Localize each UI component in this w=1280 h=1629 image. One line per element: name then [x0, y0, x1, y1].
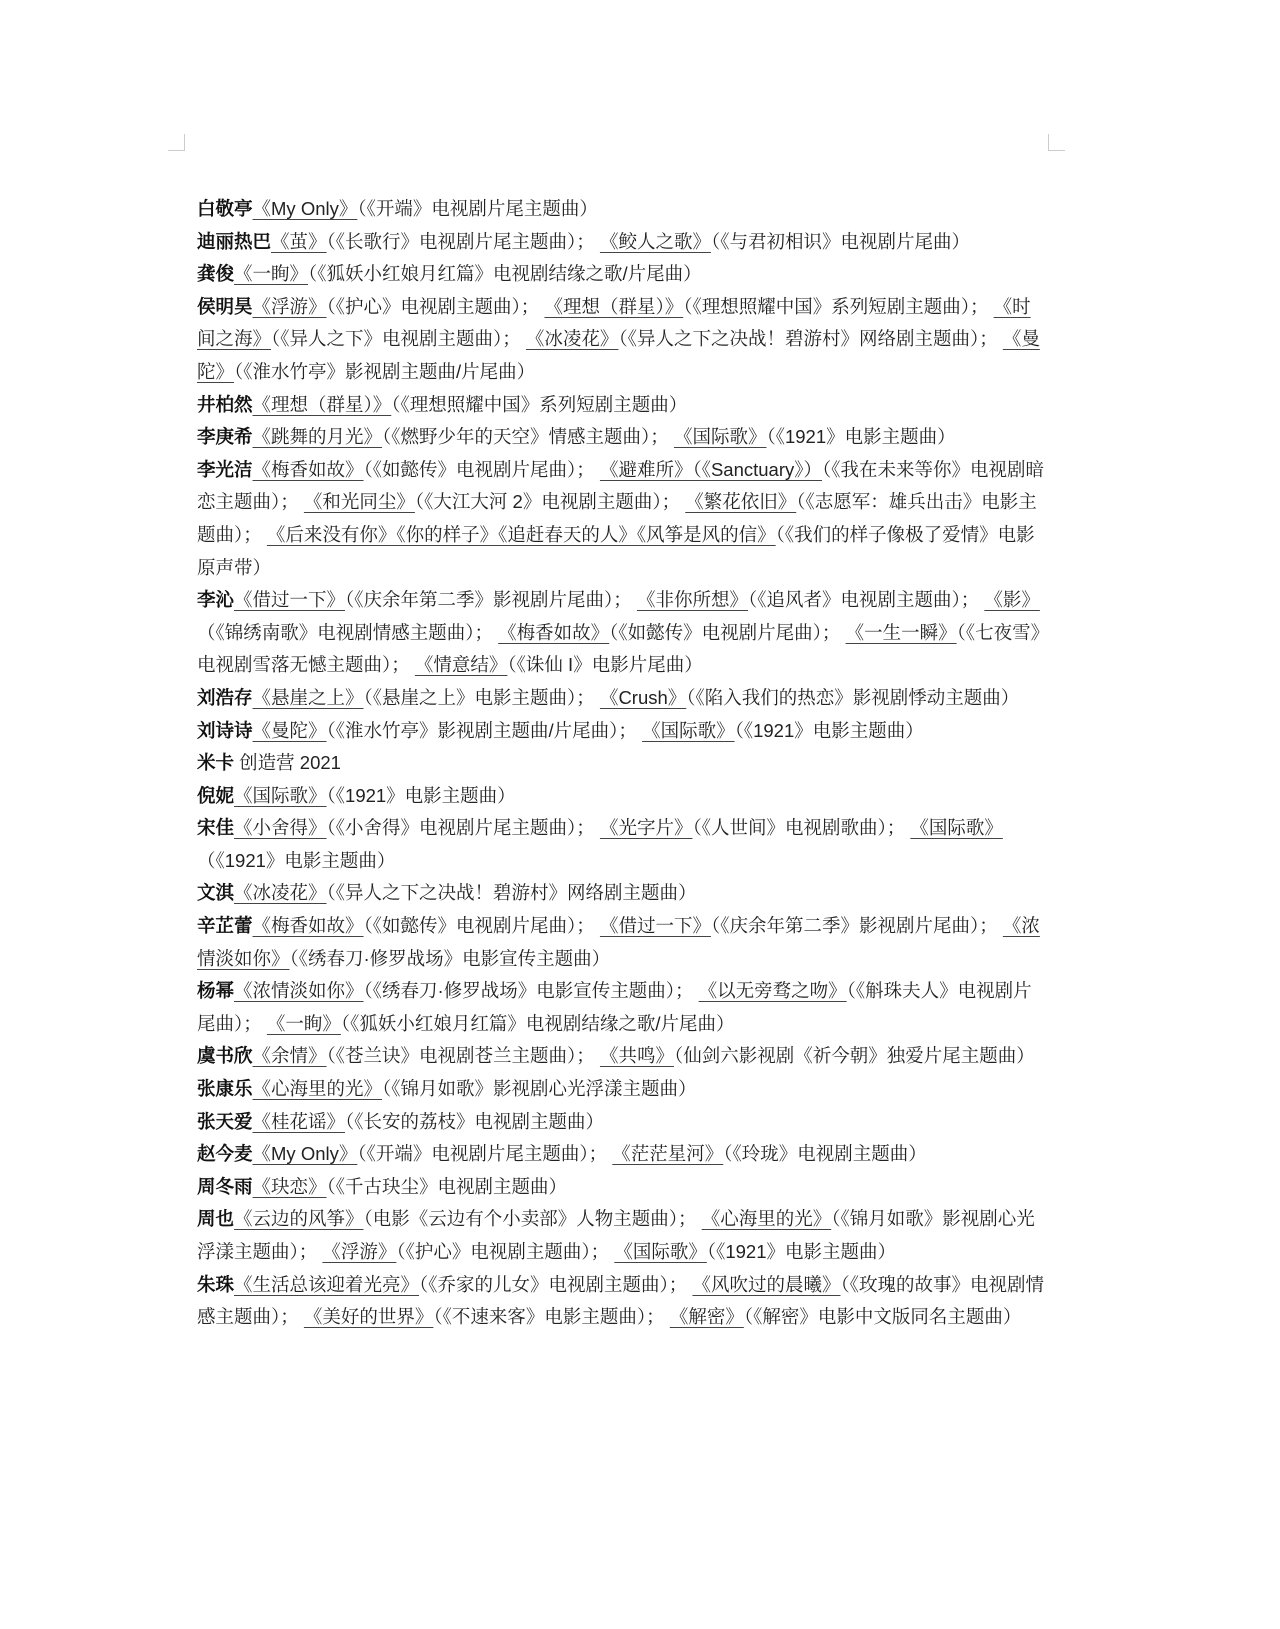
artist-entry — [197, 584, 1047, 682]
song-note: （《淮水竹亭》影视剧主题曲/片尾曲） — [234, 360, 536, 382]
artist-entry — [197, 682, 1047, 715]
song-note: （《诛仙 I》电影片尾曲） — [507, 654, 703, 676]
song-note: （《1921》电影主题曲） — [766, 426, 956, 448]
artist-name: 李庚希 — [197, 426, 253, 448]
song-title: 《冰凌花》 — [234, 882, 327, 904]
song-note: （《千古玦尘》电视剧主题曲） — [326, 1175, 568, 1197]
artist-entry — [197, 780, 1047, 813]
song-title: 《浓情淡如你》 — [234, 980, 364, 1002]
artist-entry — [197, 910, 1047, 975]
song-title: 《影》 — [984, 589, 1040, 611]
song-note: （《追风者》电视剧主题曲）； — [747, 589, 985, 611]
page-corner-mark-right — [1048, 134, 1065, 151]
song-title: 《美好的世界》 — [303, 1306, 434, 1328]
song-note: （《燃野少年的天空》情感主题曲）； — [382, 426, 674, 448]
artist-name: 米卡 — [197, 752, 235, 774]
song-note: （《狐妖小红娘月红篇》电视剧结缘之歌/片尾曲） — [308, 263, 702, 285]
artist-entry — [197, 1269, 1047, 1334]
song-note: （《悬崖之上》电影主题曲）； — [363, 686, 600, 708]
artist-entry — [197, 193, 1047, 226]
song-note: （《理想照耀中国》系列短剧主题曲） — [391, 393, 688, 415]
artist-entry — [197, 877, 1047, 910]
song-title: 《国际歌》 — [234, 784, 327, 806]
song-title: 《时间之海》 — [197, 295, 1031, 350]
artist-entry — [197, 1171, 1047, 1204]
song-note: （《庆余年第二季》影视剧片尾曲）； — [710, 915, 1003, 937]
song-note: （《志愿军：雄兵出击》电影主题曲）； — [197, 491, 1037, 545]
artist-name: 井柏然 — [197, 393, 253, 415]
song-note: （《绣春刀·修罗战场》电影宣传主题曲）； — [363, 980, 699, 1002]
artist-entry — [197, 421, 1047, 454]
artist-name: 李光洁 — [197, 458, 253, 480]
artist-name: 侯明昊 — [197, 295, 253, 317]
artist-name: 辛芷蕾 — [197, 915, 253, 937]
song-note: （《我在未来等你》电视剧暗恋主题曲）； — [197, 458, 1044, 513]
song-note: （《乔家的儿女》电视剧主题曲）； — [419, 1273, 693, 1295]
song-title: 《桂花谣》 — [252, 1110, 346, 1132]
song-title: 《情意结》 — [414, 654, 508, 676]
song-title: 《以无旁骛之吻》 — [698, 980, 847, 1002]
song-note: （《异人之下之决战！碧游村》网络剧主题曲）； — [618, 328, 1003, 350]
artist-name: 虞书欣 — [197, 1045, 253, 1067]
artist-name: 迪丽热巴 — [197, 230, 272, 252]
artist-name: 刘浩存 — [197, 686, 253, 708]
page-corner-mark-left — [168, 134, 185, 151]
song-title: 《梅香如故》 — [252, 458, 364, 480]
song-note: （《1921》电影主题曲） — [326, 784, 516, 806]
artist-entry — [197, 747, 1047, 780]
song-note: （《理想照耀中国》系列短剧主题曲）； — [683, 295, 994, 317]
song-note: （《玲珑》电视剧主题曲） — [723, 1143, 927, 1165]
song-title: 《理想（群星）》 — [252, 393, 392, 415]
song-title: 《国际歌》 — [642, 719, 735, 741]
song-note: （《大江大河 2》电视剧主题曲）； — [414, 491, 686, 513]
artist-name: 周也 — [197, 1208, 235, 1230]
song-title: 《国际歌》 — [673, 426, 767, 448]
song-title: 《浮游》 — [252, 295, 327, 317]
song-note: （《如懿传》电视剧片尾曲）； — [363, 458, 600, 480]
artist-name: 周冬雨 — [197, 1175, 253, 1197]
song-title: 《小舍得》 — [234, 817, 327, 839]
song-title: 《理想（群星）》 — [544, 295, 684, 317]
song-title: 《借过一下》 — [599, 915, 711, 937]
song-title: 《余情》 — [252, 1045, 327, 1067]
artist-entry — [197, 812, 1047, 877]
song-title: 《云边的风筝》 — [234, 1208, 364, 1230]
song-title: 《My Only》 — [252, 198, 358, 219]
song-title: 《和光同尘》 — [303, 491, 415, 513]
song-note: （《七夜雪》电视剧雪落无憾主题曲）； — [197, 621, 1040, 676]
song-note: （电影《云边有个小卖部》人物主题曲）； — [363, 1208, 702, 1230]
artist-name: 张康乐 — [197, 1078, 253, 1100]
artist-entry — [197, 226, 1047, 259]
song-title: 《曼陀》 — [252, 719, 327, 741]
artist-name: 朱珠 — [197, 1273, 235, 1295]
song-title: 《国际歌》 — [910, 817, 1003, 839]
song-note: （《异人之下之决战！碧游村》网络剧主题曲） — [326, 882, 697, 904]
song-note: （《人世间》电视剧歌曲）； — [692, 817, 911, 839]
song-title: 《一眴》 — [234, 263, 309, 285]
artist-name: 龚俊 — [197, 263, 235, 285]
song-note: （《绣春刀·修罗战场》电影宣传主题曲） — [289, 947, 611, 969]
artist-entry — [197, 291, 1047, 389]
artist-entry — [197, 715, 1047, 748]
song-note: （《异人之下》电视剧主题曲）； — [271, 328, 526, 350]
artist-name: 刘诗诗 — [197, 719, 253, 741]
song-title: 《浮游》 — [322, 1241, 397, 1262]
song-note: （《我们的样子像极了爱情》电影原声带） — [197, 523, 1035, 578]
artist-entry — [197, 258, 1047, 291]
song-title: 《梅香如故》 — [252, 915, 364, 937]
artist-entry — [197, 1073, 1047, 1106]
song-title: 《心海里的光》 — [252, 1078, 383, 1100]
artist-entry — [197, 1203, 1047, 1268]
song-title: 《一生一瞬》 — [845, 621, 957, 643]
song-title: 《共鸣》 — [599, 1045, 674, 1067]
song-title: 《曼陀》 — [197, 328, 1040, 382]
song-note: （《1921》电影主题曲） — [734, 719, 924, 741]
song-title: 《悬崖之上》 — [252, 686, 364, 708]
song-title: 《跳舞的月光》 — [252, 426, 383, 448]
song-title: 《借过一下》 — [234, 589, 346, 611]
document-body — [197, 193, 1047, 1334]
song-note: （《陷入我们的热恋》影视剧悸动主题曲） — [686, 686, 1020, 708]
song-title: 《繁花依旧》 — [685, 491, 797, 513]
artist-name: 杨幂 — [197, 980, 235, 1002]
song-note: （《与君初相识》电视剧片尾曲） — [710, 230, 970, 252]
song-note: （《1921》电影主题曲） — [197, 849, 396, 871]
song-title: 《避难所》（《Sanctuary》） — [599, 458, 822, 480]
artist-entry — [197, 389, 1047, 422]
artist-name: 白敬亭 — [197, 198, 253, 219]
song-note: （《开端》电视剧片尾主题曲）； — [357, 1143, 613, 1165]
song-title: 《茧》 — [271, 230, 327, 252]
song-note: （《锦月如歌》影视剧心光浮漾主题曲）； — [197, 1208, 1035, 1262]
song-note: （《苍兰诀》电视剧苍兰主题曲）； — [326, 1045, 600, 1067]
song-title: 《冰凌花》 — [525, 328, 619, 350]
artist-name: 倪妮 — [197, 784, 235, 806]
artist-entry — [197, 975, 1047, 1040]
song-note: （《斛珠夫人》电视剧片尾曲）； — [197, 980, 1032, 1034]
song-note: （仙剑六影视剧《祈今朝》独爱片尾主题曲） — [673, 1045, 1035, 1067]
song-note: （《小舍得》电视剧片尾主题曲）； — [326, 817, 600, 839]
artist-entry — [197, 1106, 1047, 1139]
song-title: 《国际歌》 — [614, 1241, 707, 1262]
song-note: （《1921》电影主题曲） — [706, 1241, 896, 1262]
song-note: （《狐妖小红娘月红篇》电视剧结缘之歌/片尾曲） — [340, 1012, 735, 1034]
song-note: （《护心》电视剧主题曲）； — [396, 1241, 615, 1262]
song-note: （《锦绣南歌》电视剧情感主题曲）； — [197, 621, 499, 643]
song-title: 《光字片》 — [599, 817, 693, 839]
artist-name: 文淇 — [197, 882, 235, 904]
song-title: 《茫茫星河》 — [612, 1143, 724, 1165]
artist-name: 宋佳 — [197, 817, 235, 839]
song-title: 《鲛人之歌》 — [599, 230, 711, 252]
song-title: 《风吹过的晨曦》 — [692, 1273, 841, 1295]
song-title: 《解密》 — [669, 1306, 744, 1328]
song-note: （《护心》电视剧主题曲）； — [326, 295, 545, 317]
artist-name: 赵今麦 — [197, 1143, 253, 1165]
song-note: （《淮水竹亭》影视剧主题曲/片尾曲）； — [326, 719, 643, 741]
song-title: 《非你所想》 — [636, 589, 748, 611]
song-note: （《长安的荔枝》电视剧主题曲） — [345, 1110, 605, 1132]
song-title: 《心海里的光》 — [701, 1208, 832, 1230]
artist-entry — [197, 1138, 1047, 1171]
song-title: 《Crush》 — [599, 686, 687, 708]
song-title: 《玦恋》 — [252, 1175, 327, 1197]
song-note: （《解密》电影中文版同名主题曲） — [743, 1306, 1022, 1328]
song-note: （《开端》电视剧片尾主题曲） — [357, 198, 598, 219]
song-title: 《My Only》 — [252, 1143, 358, 1165]
artist-name: 李沁 — [197, 589, 235, 611]
song-note: （《玫瑰的故事》电视剧情感主题曲）； — [197, 1273, 1044, 1328]
song-note: （《锦月如歌》影视剧心光浮漾主题曲） — [382, 1078, 697, 1100]
song-title: 《浓情淡如你》 — [197, 915, 1040, 969]
song-note: （《庆余年第二季》影视剧片尾曲）； — [345, 589, 637, 611]
song-note: （《如懿传》电视剧片尾曲）； — [363, 915, 600, 937]
artist-entry — [197, 1040, 1047, 1073]
song-title: 《梅香如故》 — [498, 621, 610, 643]
artist-entry — [197, 454, 1047, 584]
song-note: 创造营 2021 — [234, 752, 341, 774]
artist-name: 张天爱 — [197, 1110, 253, 1132]
song-title: 《生活总该迎着光亮》 — [234, 1273, 420, 1295]
song-note: （《不速来客》电影主题曲）； — [433, 1306, 670, 1328]
song-title: 《后来没有你》《你的样子》《追赶春天的人》《风筝是风的信》 — [266, 523, 776, 545]
song-note: （《长歌行》电视剧片尾主题曲）； — [326, 230, 600, 252]
song-note: （《如懿传》电视剧片尾曲）； — [609, 621, 846, 643]
song-title: 《一眴》 — [266, 1012, 341, 1034]
